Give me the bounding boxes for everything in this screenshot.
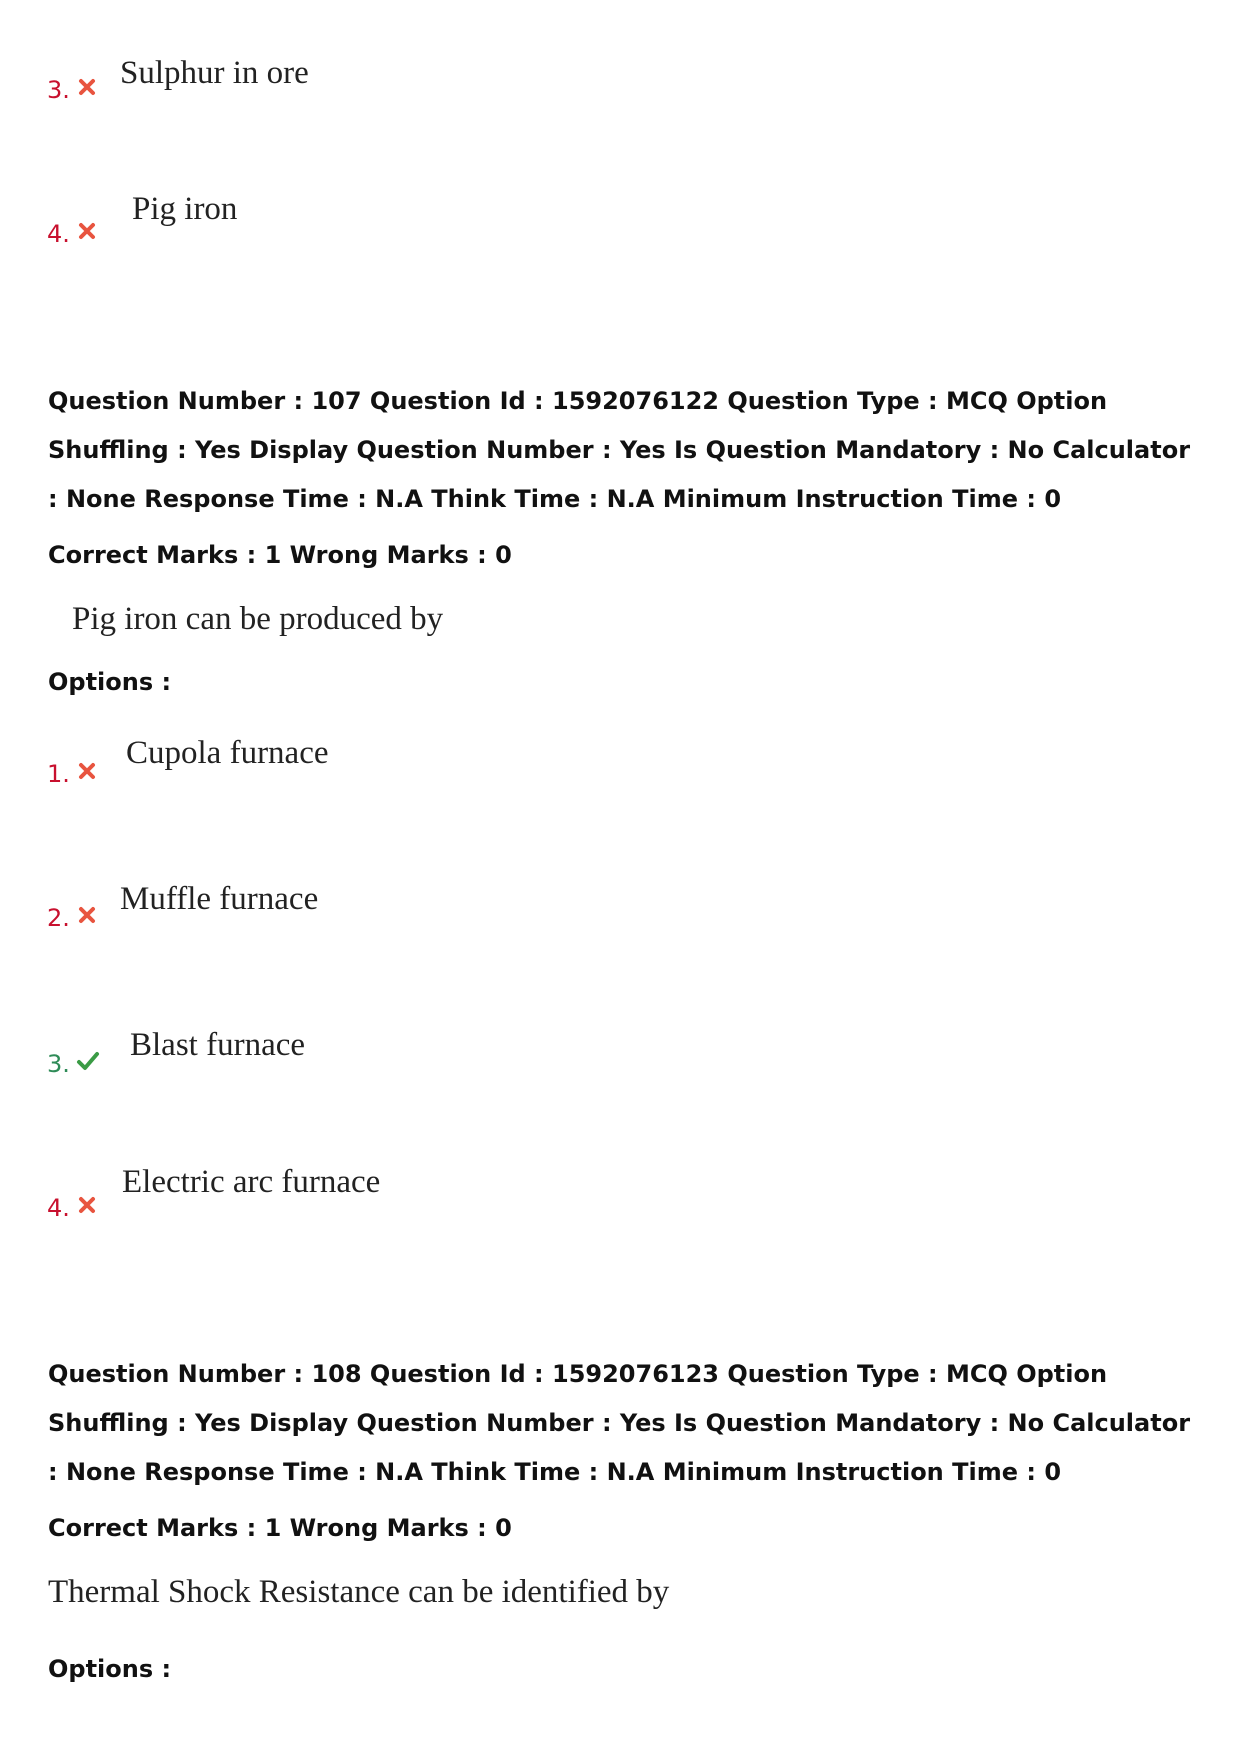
check-icon xyxy=(76,1050,100,1072)
option-text: Muffle furnace xyxy=(120,881,319,917)
option-text: Sulphur in ore xyxy=(120,55,309,91)
question-meta: Question Number : 108 Question Id : 1592076123 Question Type : MCQ Option Shuffling : Yes Display Question Number : Yes Is Question Mandatory : No Calculator : None Response Time : N.A Think Time : N.A Minimum Instruction Time : 0 xyxy=(48,1360,1191,1486)
question-marks: Correct Marks : 1 Wrong Marks : 0 xyxy=(48,1514,512,1542)
question-marks: Correct Marks : 1 Wrong Marks : 0 xyxy=(48,541,512,569)
option-number: 3. xyxy=(47,1050,70,1078)
options-label: Options : xyxy=(48,668,172,696)
option-number: 3. xyxy=(47,76,70,104)
option-number: 4. xyxy=(47,1194,70,1222)
option-text: Electric arc furnace xyxy=(122,1164,381,1200)
cross-icon xyxy=(77,77,97,97)
option-number: 4. xyxy=(47,220,70,248)
cross-icon xyxy=(77,905,97,925)
question-meta: Question Number : 107 Question Id : 1592076122 Question Type : MCQ Option Shuffling : Yes Display Question Number : Yes Is Question Mandatory : No Calculator : None Response Time : N.A Think Time : N.A Minimum Instruction Time : 0 xyxy=(48,387,1191,513)
options-label: Options : xyxy=(48,1655,172,1683)
cross-icon xyxy=(77,221,97,241)
option-text: Blast furnace xyxy=(130,1027,306,1063)
question-text: Pig iron can be produced by xyxy=(72,601,444,637)
option-text: Pig iron xyxy=(132,191,238,227)
question-text: Thermal Shock Resistance can be identified by xyxy=(48,1574,670,1610)
cross-icon xyxy=(77,761,97,781)
option-number: 2. xyxy=(47,904,70,932)
option-text: Cupola furnace xyxy=(126,735,329,771)
cross-icon xyxy=(77,1195,97,1215)
option-number: 1. xyxy=(47,760,70,788)
